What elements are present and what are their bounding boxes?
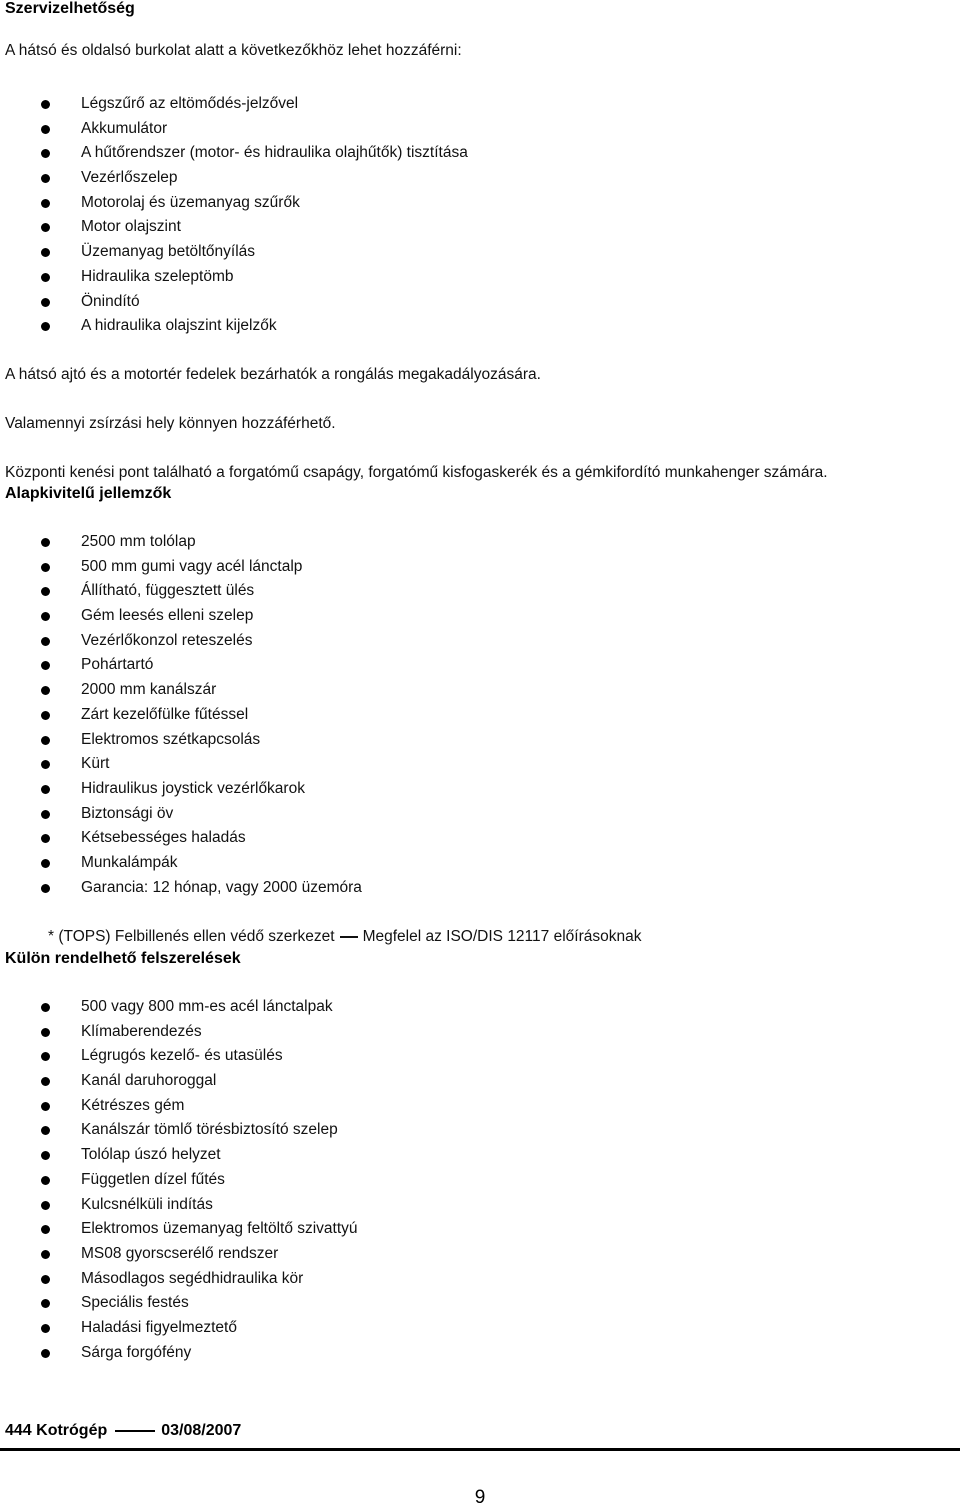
bullet-icon [41,298,50,307]
bullet-icon [41,810,50,819]
footer-date: 03/08/2007 [161,1422,242,1439]
list-item: 500 vagy 800 mm-es acél lánctalpak [0,995,358,1020]
list-item: Hidraulika szeleptömb [0,265,468,290]
bullet-icon [41,661,50,670]
paragraph-central-lubrication: Központi kenési pont található a forgatómű csapágy, forgatómű kisfogaskerék és a gémkifordító munkahenger számára. [5,464,828,481]
list-item: Garancia: 12 hónap, vagy 2000 üzemóra [0,876,362,901]
bullet-icon [41,125,50,134]
list-item: MS08 gyorscserélő rendszer [0,1242,358,1267]
list-item: Zárt kezelőfülke fűtéssel [0,703,362,728]
list-item: Másodlagos segédhidraulika kör [0,1267,358,1292]
section-title-standard-features: Alapkivitelű jellemzők [5,485,172,502]
list-item: Gém leesés elleni szelep [0,604,362,629]
bullet-icon [41,785,50,794]
bullet-icon [41,1349,50,1358]
list-item: Biztonsági öv [0,802,362,827]
list-item: Vezérlőszelep [0,166,468,191]
bullet-icon [41,1052,50,1061]
list-item: Motorolaj és üzemanyag szűrők [0,191,468,216]
list-item: Pohártartó [0,653,362,678]
list-item: Kétsebességes haladás [0,826,362,851]
dash-separator [115,1430,155,1432]
bullet-icon [41,199,50,208]
list-item: Független dízel fűtés [0,1168,358,1193]
tops-note: * (TOPS) Felbillenés ellen védő szerkezet Megfelel az ISO/DIS 12117 előírásoknak [48,928,642,945]
list-item: Önindító [0,290,468,315]
bullet-icon [41,322,50,331]
bullet-icon [41,1201,50,1210]
list-item: Légrugós kezelő- és utasülés [0,1044,358,1069]
bullet-icon [41,174,50,183]
bullet-icon [41,1299,50,1308]
list-item: A hidraulika olajszint kijelzők [0,314,468,339]
bullet-icon [41,1077,50,1086]
list-item: Sárga forgófény [0,1341,358,1366]
list-item: Állítható, függesztett ülés [0,579,362,604]
bullet-icon [41,273,50,282]
bullet-icon [41,538,50,547]
list-item: 500 mm gumi vagy acél lánctalp [0,555,362,580]
bullet-icon [41,1176,50,1185]
bullet-icon [41,1003,50,1012]
list-item: Kulcsnélküli indítás [0,1193,358,1218]
bullet-icon [41,149,50,158]
list-item: Üzemanyag betöltőnyílás [0,240,468,265]
section-title-szervizelhetoseg: Szervizelhetőség [5,0,135,17]
list-item: Elektromos üzemanyag feltöltő szivattyú [0,1217,358,1242]
bullet-icon [41,711,50,720]
page-number: 9 [474,1487,486,1508]
paragraph-greasing: Valamennyi zsírzási hely könnyen hozzáférhető. [5,415,336,432]
list-item: Elektromos szétkapcsolás [0,728,362,753]
list-item: Tolólap úszó helyzet [0,1143,358,1168]
bullet-icon [41,736,50,745]
paragraph-doors: A hátsó ajtó és a motortér fedelek bezárhatók a rongálás megakadályozására. [5,366,541,383]
bullet-icon [41,1275,50,1284]
footer-label [5,1422,241,1440]
footer-model: 444 Kotrógép [5,1422,108,1439]
section-title-optional-equipment: Külön rendelhető felszerelések [5,950,241,967]
list-item: Speciális festés [0,1291,358,1316]
dash-separator [340,936,358,938]
list-item: Kürt [0,752,362,777]
bullet-icon [41,884,50,893]
bullet-icon [41,834,50,843]
list-item: 2000 mm kanálszár [0,678,362,703]
list-item: Hidraulikus joystick vezérlőkarok [0,777,362,802]
list-item: Haladási figyelmeztető [0,1316,358,1341]
list-item: Klímaberendezés [0,1020,358,1045]
bullet-icon [41,587,50,596]
bullet-icon [41,1250,50,1259]
bullet-icon [41,686,50,695]
bullet-icon [41,859,50,868]
bullet-icon [41,1324,50,1333]
bullet-icon [41,1151,50,1160]
bullet-icon [41,1102,50,1111]
bullet-icon [41,1126,50,1135]
bullet-icon [41,563,50,572]
bullet-icon [41,1028,50,1037]
bullet-icon [41,1225,50,1234]
footer-divider [0,1448,960,1451]
list-item: Motor olajszint [0,215,468,240]
bullet-icon [41,760,50,769]
bullet-icon [41,248,50,257]
list-item: Akkumulátor [0,117,468,142]
list-item: Munkalámpák [0,851,362,876]
standard-features-list [0,530,362,900]
bullet-icon [41,100,50,109]
list-item: 2500 mm tolólap [0,530,362,555]
list-item: A hűtőrendszer (motor- és hidraulika olajhűtők) tisztítása [0,141,468,166]
section-intro: A hátsó és oldalsó burkolat alatt a következőkhöz lehet hozzáférni: [5,42,462,59]
optional-equipment-list [0,995,358,1365]
list-item: Légszűrő az eltömődés-jelzővel [0,92,468,117]
list-item: Kanál daruhoroggal [0,1069,358,1094]
bullet-icon [41,637,50,646]
bullet-icon [41,223,50,232]
list-item: Kanálszár tömlő törésbiztosító szelep [0,1118,358,1143]
list-item: Vezérlőkonzol reteszelés [0,629,362,654]
list-item: Kétrészes gém [0,1094,358,1119]
service-access-list [0,92,468,339]
bullet-icon [41,612,50,621]
